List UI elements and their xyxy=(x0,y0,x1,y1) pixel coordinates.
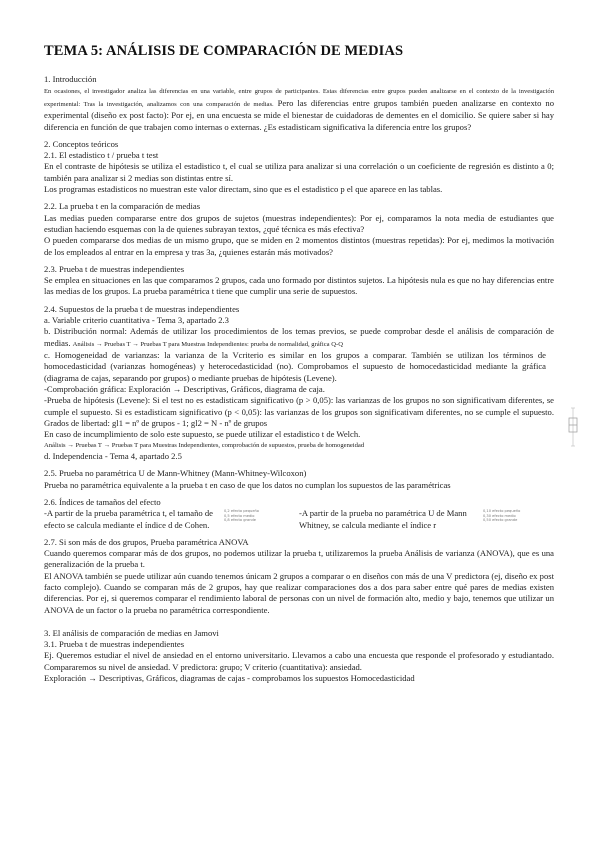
section-heading-introduccion: 1. Introducción xyxy=(44,74,97,84)
cohen-thresholds-note xyxy=(224,508,268,523)
paragraph-2-7-a: Cuando queremos comparar más de dos grupos, no podemos utilizar la prueba t, utilizaremos la prueba Análisis de varianza (ANOVA), que es una generalización de la prueba t. xyxy=(44,548,554,570)
effect-size-columns xyxy=(44,508,554,531)
paragraph-2-4-a: a. Variable criterio cuantitativa - Tema 3, apartado 2.3 xyxy=(44,315,229,326)
subsection-heading-2-1: 2.1. El estadistico t / prueba t test xyxy=(44,150,159,161)
paragraph-2-1-a: En el contraste de hipótesis se utiliza el estadistico t, el cual se utiliza para analizar si una correlación o un coeficiente de regresión es distinto a 0; también para analizar si 2 medias son distintas entre sí. xyxy=(44,161,554,183)
r-thresholds-note xyxy=(483,508,527,523)
cohen-note-line: 0,5 efecto medio xyxy=(224,513,255,518)
effect-size-r xyxy=(299,508,554,531)
paragraph-3-1-a: Ej. Queremos estudiar el nivel de ansiedad en el entorno universitario. Llevamos a cabo una encuesta que responde el profesorado y estudiantado. Compararemos su nivel de ansiedad. V predictora: grupo; V criterio (cuantitativa): ansiedad. xyxy=(44,650,554,672)
effect-size-cohen xyxy=(44,508,299,531)
subsection-heading-3-1: 3.1. Prueba t de muestras independientes xyxy=(44,639,185,650)
section-heading-conceptos: 2. Conceptos teóricos xyxy=(44,138,119,149)
paragraph-2-4-d: d. Independencia - Tema 4, apartado 2.5 xyxy=(44,451,182,462)
boxplot-thumbnail xyxy=(566,406,580,448)
paragraph-2-4-c-grafica: -Comprobación gráfica: Exploración → Descriptivas, Gráficos, diagrama de caja. xyxy=(44,384,325,395)
r-note-line: 0,10 efecto pequeño xyxy=(483,509,521,514)
cohen-note-line: 0,2 efecto pequeño xyxy=(224,509,260,514)
paragraph-2-1-b: Los programas estadisticos no muestran este valor directam, sino que es el estadistico p el que aparece en las tablas. xyxy=(44,184,443,195)
paragraph-2-4-c-welch: En caso de incumplimiento de solo este supuesto, se puede utilizar el estadistico t de Welch. xyxy=(44,429,361,440)
subsection-heading-2-5: 2.5. Prueba no paramétrica U de Mann-Whitney (Mann-Whitney-Wilcoxon) xyxy=(44,468,307,479)
r-note-line: 0,30 efecto medio xyxy=(483,513,516,518)
intro-text: Pero las diferencias entre grupos también pueden analizarse en contexto no experimental (diseño ex post facto): Por ej, en una encuesta se mide el bienestar de cuidadoras de dementes en el domicilio. Se quiere saber si hay diferencia en función de que trabajen como internas o externas. ¿Es estadisticam significativa la diferencia entre los grupos? xyxy=(44,97,554,132)
paragraph-2-6-cohen: -A partir de la prueba paramétrica t, el tamaño de efecto se calcula mediante el índice d de Cohen. xyxy=(44,508,213,530)
paragraph-2-4-c-menu-path: Análisis → Pruebas T → Pruebas T para Muestras Independientes, comprobación de supuestos, prueba de homogeneidad xyxy=(44,441,365,449)
intro-small-text: En ocasiones, el investigador analiza las diferencias en una variable, entre grupos de participantes. Estas diferencias entre grupos pueden analizarse en el contexto de la investigación experimental: Tras la investigación, analizamos con una comparación de medias. xyxy=(44,88,554,108)
paragraph-2-4-c-levene: -Prueba de hipótesis (Levene): Si el test no es estadisticam significativo (p > 0,05): las varianzas de los grupos no son significativam diferentes, se cumple el supuesto. Si es estadisticam significativo (p < 0,05): las varianzas de los grupos son significativam diferentes, no se cumple el supuesto. Grados de libertad: gl1 = nº de grupos - 1; gl2 = N - nº de grupos xyxy=(44,395,554,428)
subsection-heading-2-7: 2.7. Si son más de dos grupos, Prueba paramétrica ANOVA xyxy=(44,536,249,547)
section-heading-jamovi: 3. El análisis de comparación de medias en Jamovi xyxy=(44,627,219,638)
paragraph-2-4-b-text: b. Distribución normal: Además de utilizar los procedimientos de los temas previos, se puede comprobar desde el análisis de comparación de medias. xyxy=(44,326,554,348)
paragraph-2-2-b: O pueden compararse dos medias de un mismo grupo, que se miden en 2 momentos distintos (muestras repetidas): Por ej, medimos la motivación de los empleados al entrar en la empresa y tras 3a, ¿quienes estarán más motivados? xyxy=(44,235,554,257)
r-note-line: 0,50 efecto grande xyxy=(483,518,518,523)
cohen-note-line: 0,8 efecto grande xyxy=(224,518,257,523)
paragraph-2-6-r: -A partir de la prueba no paramétrica U de Mann Whitney, se calcula mediante el índice r xyxy=(299,508,467,530)
subsection-heading-2-2: 2.2. La prueba t en la comparación de medias xyxy=(44,201,201,212)
paragraph-2-2-a: Las medias pueden compararse entre dos grupos de sujetos (muestras independientes): Por ej, comparamos la nota media de estudiantes que estudian haciendo esquemas con la de quienes subrayan textos, ¿qué técnica es más efectiva? xyxy=(44,212,554,234)
subsection-heading-2-3: 2.3. Prueba t de muestras independientes xyxy=(44,263,185,274)
document-title: TEMA 5: ANÁLISIS DE COMPARACIÓN DE MEDIAS xyxy=(44,43,404,59)
intro-paragraph xyxy=(44,85,554,133)
paragraph-2-3: Se emplea en situaciones en las que comparamos 2 grupos, cada uno formado por distintos sujetos. La hipótesis nula es que no hay diferencias entre las medias de los grupos. La prueba paramétrica t tiene que cumplir una serie de supuestos. xyxy=(44,275,554,297)
paragraph-2-4-b-menu-path: Análisis → Pruebas T → Pruebas T para Muestras Independientes: prueba de normalidad, gráfica Q-Q xyxy=(72,340,343,348)
paragraph-3-1-b: Exploración → Descriptivas, Gráficos, diagramas de cajas - comprobamos los supuestos Homocedasticidad xyxy=(44,673,415,684)
paragraph-2-4-c: c. Homogeneidad de varianzas: la varianza de la Vcriterio es similar en los grupos a comparar. También se utilizan los términos de homocedasticidad (varianzas homogéneas) y heterocedasticidad (no). Comprobamos el supuesto de homocedasticidad mediante la gráfica (diagrama de cajas, separando por grupos) o mediante pruebas de hipótesis (Levene). xyxy=(44,350,546,383)
paragraph-2-5: Prueba no paramétrica equivalente a la prueba t en caso de que los datos no cumplan los supuestos de las paramétricas xyxy=(44,479,451,490)
paragraph-2-7-b: El ANOVA también se puede utilizar aún cuando tenemos únicam 2 grupos a comparar o en diseños con más de una V predictora (ej, diseño ex post facto complejo). Cuando se comparan más de 2 grupos, hay que realizar comparaciones dos a dos para saber entre qué pares de medias existen diferencias. Por ej, si queremos comparar el rendimiento laboral de personas con un nivel de formación alto, medio y bajo, tenemos que utilizar un ANOVA de un factor o la prueba no paramétrica correspondiente. xyxy=(44,570,554,615)
subsection-heading-2-6: 2.6. Índices de tamaños del efecto xyxy=(44,496,161,507)
paragraph-2-4-b xyxy=(44,326,554,350)
subsection-heading-2-4: 2.4. Supuestos de la prueba t de muestras independientes xyxy=(44,303,240,314)
